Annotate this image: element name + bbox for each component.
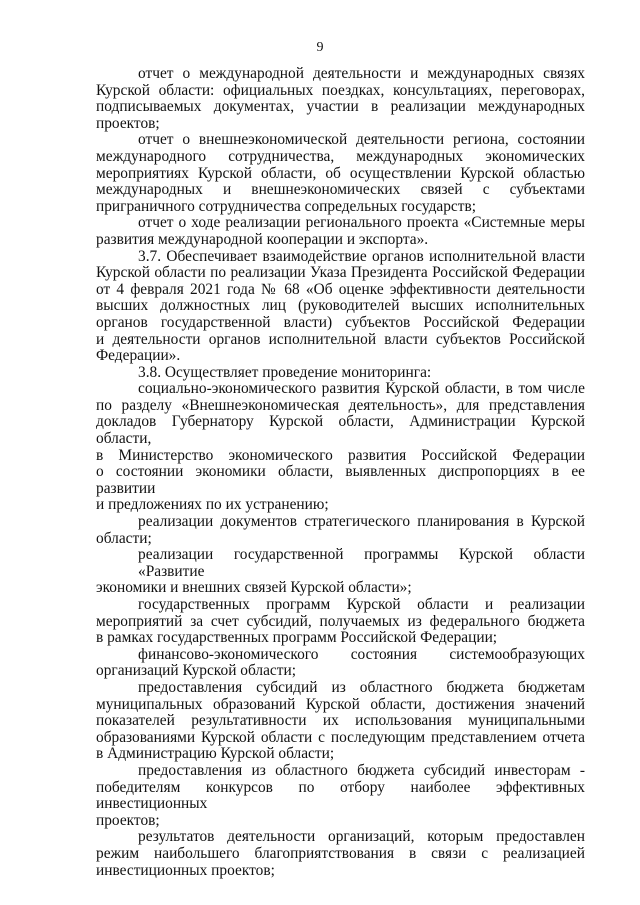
paragraph (96, 66, 585, 132)
text-line: реализации государственной программы Курской области «Развитие (138, 546, 585, 580)
text-line: Курской области по реализации Указа Президента Российской Федерации (96, 264, 585, 282)
paragraph (96, 763, 585, 829)
text-line: инвестиционных проектов; (96, 861, 275, 879)
text-line: финансово-экономического состояния системообразующих (138, 645, 585, 663)
text-line: результатов деятельности организаций, которым предоставлен (138, 828, 585, 846)
text-line: экономики и внешних связей Курской области»; (96, 579, 412, 597)
page-number: 9 (316, 40, 324, 55)
text-line: муниципальных образований Курской области, достижения значений (96, 695, 585, 713)
paragraph (96, 215, 585, 248)
paragraph (96, 829, 585, 879)
text-line: органов государственной власти) субъектов Российской Федерации (96, 313, 585, 331)
text-line: организаций Курской области; (96, 662, 297, 680)
document-body (96, 66, 585, 879)
text-line: приграничного сотрудничества сопредельных государств; (96, 197, 477, 215)
text-line: международного сотрудничества, международных экономических (96, 147, 585, 165)
text-line: победителям конкурсов по отбору наиболее эффективных инвестиционных (96, 778, 585, 813)
text-line: отчет о ходе реализации регионального проекта «Системные меры (138, 214, 585, 232)
paragraph (96, 132, 585, 215)
paragraph (96, 680, 585, 763)
text-line: подписываемых документах, участии в реализации международных (96, 98, 585, 116)
paragraph (96, 647, 585, 680)
paragraph (96, 514, 585, 547)
text-line: реализации документов стратегического планирования в Курской (138, 513, 585, 531)
paragraph (96, 381, 585, 514)
text-line: мероприятий за счет субсидий, получаемых из федерального бюджета (96, 612, 585, 630)
text-line: и деятельности органов исполнительной власти субъектов Российской (96, 330, 585, 348)
text-line: о состоянии экономики области, выявленных диспропорциях в ее развитии (96, 463, 585, 497)
text-line: проектов; (96, 811, 160, 829)
text-line: области; (96, 529, 152, 547)
text-line: Курской области: официальных поездках, консультациях, переговорах, (96, 81, 585, 99)
text-line: 3.8. Осуществляет проведение мониторинга: (138, 363, 432, 381)
paragraph (96, 597, 585, 647)
text-line: режим наибольшего благоприятствования в связи с реализацией (96, 844, 585, 862)
paragraph (96, 547, 585, 597)
paragraph (96, 365, 585, 382)
text-line: докладов Губернатору Курской области, Администрации Курской области, (96, 413, 585, 448)
text-line: отчет о внешнеэкономической деятельности региона, состоянии (138, 131, 585, 149)
text-line: предоставления субсидий из областного бюджета бюджетам (138, 678, 585, 696)
text-line: мероприятиях Курской области, об осуществлении Курской областью (96, 164, 585, 182)
text-line: по разделу «Внешнеэкономическая деятельность», для представления (96, 396, 585, 414)
text-line: и предложениях по их устранению; (96, 496, 329, 514)
text-line: проектов; (96, 114, 160, 132)
text-line: от 4 февраля 2021 года № 68 «Об оценке эффективности деятельности (96, 280, 585, 298)
text-line: отчет о международной деятельности и международных связях (138, 65, 585, 82)
text-line: Федерации». (96, 347, 181, 365)
text-line: 3.7. Обеспечивает взаимодействие органов исполнительной власти (138, 247, 585, 265)
text-line: социально-экономического развития Курской области, в том числе (138, 380, 585, 398)
text-line: в Администрацию Курской области; (96, 745, 335, 763)
text-line: в рамках государственных программ Российской Федерации; (96, 629, 498, 647)
text-line: в Министерство экономического развития Российской Федерации (96, 446, 585, 464)
paragraph (96, 249, 585, 365)
text-line: государственных программ Курской области и реализации (138, 596, 585, 613)
text-line: предоставления из областного бюджета субсидий инвесторам - (138, 761, 585, 779)
text-line: высших должностных лиц (руководителей высших исполнительных (96, 297, 585, 315)
text-line: показателей результативности их использования муниципальными (96, 712, 585, 730)
text-line: образованиями Курской области с последующим представлением отчета (96, 728, 585, 746)
text-line: международных и внешнеэкономических связей с субъектами (96, 181, 585, 199)
text-line: развития международной кооперации и экспорта». (96, 230, 429, 248)
